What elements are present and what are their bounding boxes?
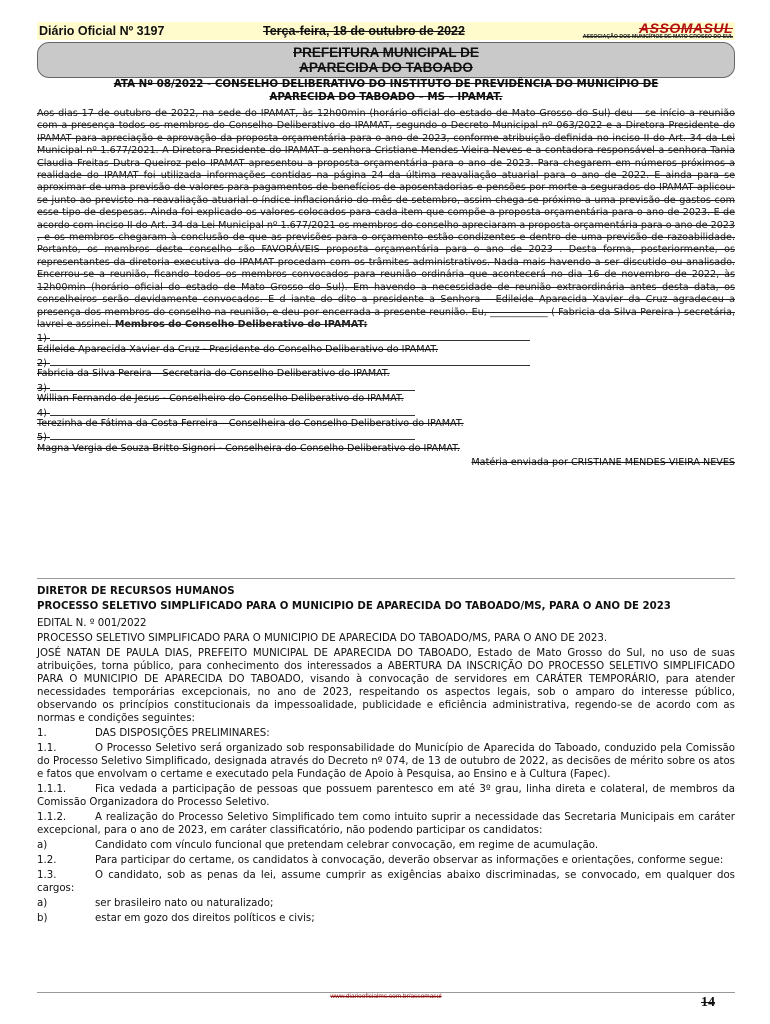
item-text: ser brasileiro nato ou naturalizado; — [95, 898, 274, 909]
ata-body-text: Aos dias 17 de outubro de 2022, na sede do IPAMAT, às 12h00min (horário oficial do estado de Mato Grosso do Sul) deu – se início a reunião com a presença todos os membros do Conselho Deliberativo do IPAMAT, segundo o Decreto Municipal nº 063/2022 e a Diretora Presidente do IPAMAT para apreciação e aprovação da proposta orçamentária para o ano de 2023, conforme atribuição definida no inciso II do Art. 34 da Lei Municipal nº 1.677/2021. A Diretora Presidente do IPAMAT a senhora Cristiane Mendes Vieira Neves e a contadora responsável a senhora Tania Claudia Freitas Dutra Queiroz pelo IPAMAT apresentou a proposta orçamentária para o ano de 2023. Para chegarem em números próximos a realidade do IPAMAT foi utilizada informações contidas na página 24 da última reavaliação atuarial para o ano de 2022. E ainda para se aproximar de uma previsão de valores para pagamentos de benefícios de aposentadorias e pensões por morte a segurados do IPAMAT aplicou-se junto ao previsto na reavaliação atuarial o índice inflacionário do mês de setembro, assim chega-se próximo a uma previsão de gastos com esse tipo de despesas. Ainda foi explicado os valores colocados para cada item que compõe a proposta orçamentária para o ano de 2023. E de acordo com inciso II do Art. 34 da Lei Municipal nº 1.677/2021 os membros do conselho apreciaram a proposta orçamentária para o ano de 2023 , e os membros chegaram à conclusão de que as previsões para o orçamento estão condizentes e dentro de uma previsão de razoabilidade. Portanto, os membros deste conselho são FAVORÁVEIS proposta orçamentária para o ano de 2023 . Desta forma, posteriormente, os representantes da diretoria executiva do IPAMAT procedam com os trâmites administrativos. Nada mais havendo a ser discutido ou analisado. Encerrou-se a reunião, ficando todos os membros convocados para reunião ordinária que acontecerá no dia 16 de novembro de 2022, às 12h00min (horário oficial do estado de Mato Grosso do Sul). Em havendo a necessidade de reunião extraordinária antes desta data, os conselheiros serão devidamente convocados. E d iante do dito a presidente a Senhora – Edileide Aparecida Xavier da Cruz agradeceu a presença dos membros do conselho na reunião, e deu por encerrada a presente reunião. Eu, ____________ ( Fabricia da Silva Pereira ) secretária, lavrei e assinei. — [37, 108, 735, 330]
list-item — [37, 854, 735, 867]
item-text: Candidato com vínculo funcional que pretendam celebrar convocação, em regime de acumulação. — [95, 840, 599, 851]
rh-title: PROCESSO SELETIVO SIMPLIFICADO PARA O MUNICIPIO DE APARECIDA DO TABOADO/MS, PARA O ANO DE 2023 — [37, 601, 671, 612]
header-bar — [37, 22, 735, 40]
signature-number: 5) — [37, 432, 47, 444]
page-number: 14 — [701, 995, 715, 1010]
ata-body — [37, 108, 735, 331]
item-number: a) — [37, 898, 48, 909]
rh-section — [37, 585, 735, 927]
brand-subtitle: ASSOCIAÇÃO DOS MUNICÍPIOS DE MATO GROSSO DO SUL — [582, 34, 733, 40]
list-item — [37, 811, 735, 837]
list-item — [37, 869, 735, 895]
rh-department: DIRETOR DE RECURSOS HUMANOS — [37, 586, 235, 597]
item-text: DAS DISPOSIÇÕES PRELIMINARES: — [95, 728, 270, 739]
item-text: Para participar do certame, os candidatos à convocação, deverão observar as informações e orientações, conforme segue: — [95, 855, 724, 866]
brand-name: ASSOMASUL — [639, 20, 733, 36]
signature-name: Willian Fernando de Jesus - Conselheiro do Conselho Deliberativo do IPAMAT. — [37, 393, 404, 405]
assomasul-logo — [583, 20, 733, 40]
footer-url[interactable]: www.diariooficialms.com.br/assomasul — [330, 993, 442, 1000]
sender-credit: Matéria enviada por CRISTIANE MENDES VIEIRA NEVES — [471, 457, 735, 469]
banner-line-2: APARECIDA DO TABOADO — [299, 60, 473, 75]
item-text: estar em gozo dos direitos políticos e civis; — [95, 913, 315, 924]
signature-list — [37, 331, 735, 455]
signature-number: 3) — [37, 382, 47, 394]
banner-line-1: PREFEITURA MUNICIPAL DE — [293, 45, 479, 60]
signature-blank — [50, 430, 415, 440]
signature-blank — [50, 381, 415, 391]
item-text: O Processo Seletivo será organizado sob responsabilidade do Município de Aparecida do Taboado, conduzido pela Comissão do Processo Seletivo Simplificado, designada através do Decreto nº 074, de 13 de outubro de 2022, as decisões de mérito sobre os atos e fatos que envolvam o certame e executado pela Fundação de Apoio à Pesquisa, ao Ensino e à Cultura (Fapec). — [37, 743, 735, 780]
list-item — [37, 727, 735, 740]
municipality-banner — [37, 42, 735, 78]
signature-number: 4) — [37, 407, 47, 419]
item-number: a) — [37, 840, 48, 851]
signature-name: Edileide Aparecida Xavier da Cruz - Presidente do Conselho Deliberativo do IPAMAT. — [37, 343, 439, 355]
edital-number: EDITAL N. º 001/2022 — [37, 618, 147, 629]
signature-line — [37, 381, 735, 393]
item-number: 1.3. — [37, 870, 57, 881]
signature-number: 2) — [37, 358, 47, 370]
signature-line — [37, 331, 735, 343]
list-item — [37, 742, 735, 781]
list-item — [37, 783, 735, 809]
signature-name: Magna Vergia de Souza Britto Signori - Conselheira do Conselho Deliberativo do IPAMAT. — [37, 442, 460, 454]
item-number: 1.1. — [37, 743, 57, 754]
signature-blank — [50, 356, 530, 366]
members-heading: Membros do Conselho Deliberativo do IPAMAT: — [114, 318, 368, 330]
list-item — [37, 897, 735, 910]
list-item — [37, 839, 735, 852]
signature-name: Fabricia da Silva Pereira – Secretaria do Conselho Deliberativo do IPAMAT. — [37, 368, 390, 380]
signature-blank — [50, 406, 415, 416]
item-number: 1.1.1. — [37, 784, 67, 795]
ata-title-line-2: APARECIDA DO TABOADO – MS – IPAMAT. — [269, 91, 503, 103]
issue-date: Terça-feira, 18 de outubro de 2022 — [263, 24, 465, 38]
item-number: 1. — [37, 728, 47, 739]
ata-section — [37, 78, 735, 470]
signature-line — [37, 356, 735, 368]
signature-line — [37, 430, 735, 442]
rh-intro: JOSÉ NATAN DE PAULA DIAS, PREFEITO MUNICIPAL DE APARECIDA DO TABOADO, Estado de Mato Grosso do Sul, no uso de suas atribuições, torna público, para conhecimento dos interessados a ABERTURA DA INSCRIÇÃO DO PROCESSO SELETIVO SIMPLIFICADO PARA O MUNICIPIO DE APARECIDA DO TABOADO, visando à convocação de servidores em CARÁTER TEMPORÁRIO, para atender necessidades temporárias excepcionais, no ano de 2023, respeitando os aspectos legais, sob o amparo do interesse público, observando os princípios constitucionais da impessoalidade, publicidade e eficiência administrativa, regendo-se de acordo com as normas e condições seguintes: — [37, 648, 735, 724]
ata-title-line-1: ATA Nº 08/2022 - CONSELHO DELIBERATIVO DO INSTITUTO DE PREVIDÊNCIA DO MUNICÍPIO DE — [113, 78, 659, 90]
item-number: 1.2. — [37, 855, 57, 866]
section-divider — [37, 578, 735, 579]
item-number: 1.1.2. — [37, 812, 67, 823]
item-number: b) — [37, 913, 48, 924]
signature-line — [37, 406, 735, 418]
list-item — [37, 912, 735, 925]
item-text: A realização do Processo Seletivo Simplificado tem como intuito suprir a necessidade das Secretaria Municipais em caráter excepcional, para o ano de 2023, em caráter classificatório, não podendo participar os candidatos: — [37, 812, 735, 836]
signature-name: Terezinha de Fátima da Costa Ferreira – Conselheira do Conselho Deliberativo do IPAMAT. — [37, 418, 464, 430]
item-text: Fica vedada a participação de pessoas que possuem parentesco em até 3º grau, linha direta e colateral, de membros da Comissão Organizadora do Processo Seletivo. — [37, 784, 735, 808]
signature-blank — [50, 331, 530, 341]
diario-number: Diário Oficial Nº 3197 — [39, 24, 165, 38]
rh-subtitle: PROCESSO SELETIVO SIMPLIFICADO PARA O MUNICIPIO DE APARECIDA DO TABOADO/MS, PARA O ANO DE 2023. — [37, 633, 608, 644]
signature-number: 1) — [37, 333, 47, 345]
item-text: O candidato, sob as penas da lei, assume cumprir as exigências abaixo discriminadas, se convocado, em qualquer dos cargos: — [37, 870, 735, 894]
